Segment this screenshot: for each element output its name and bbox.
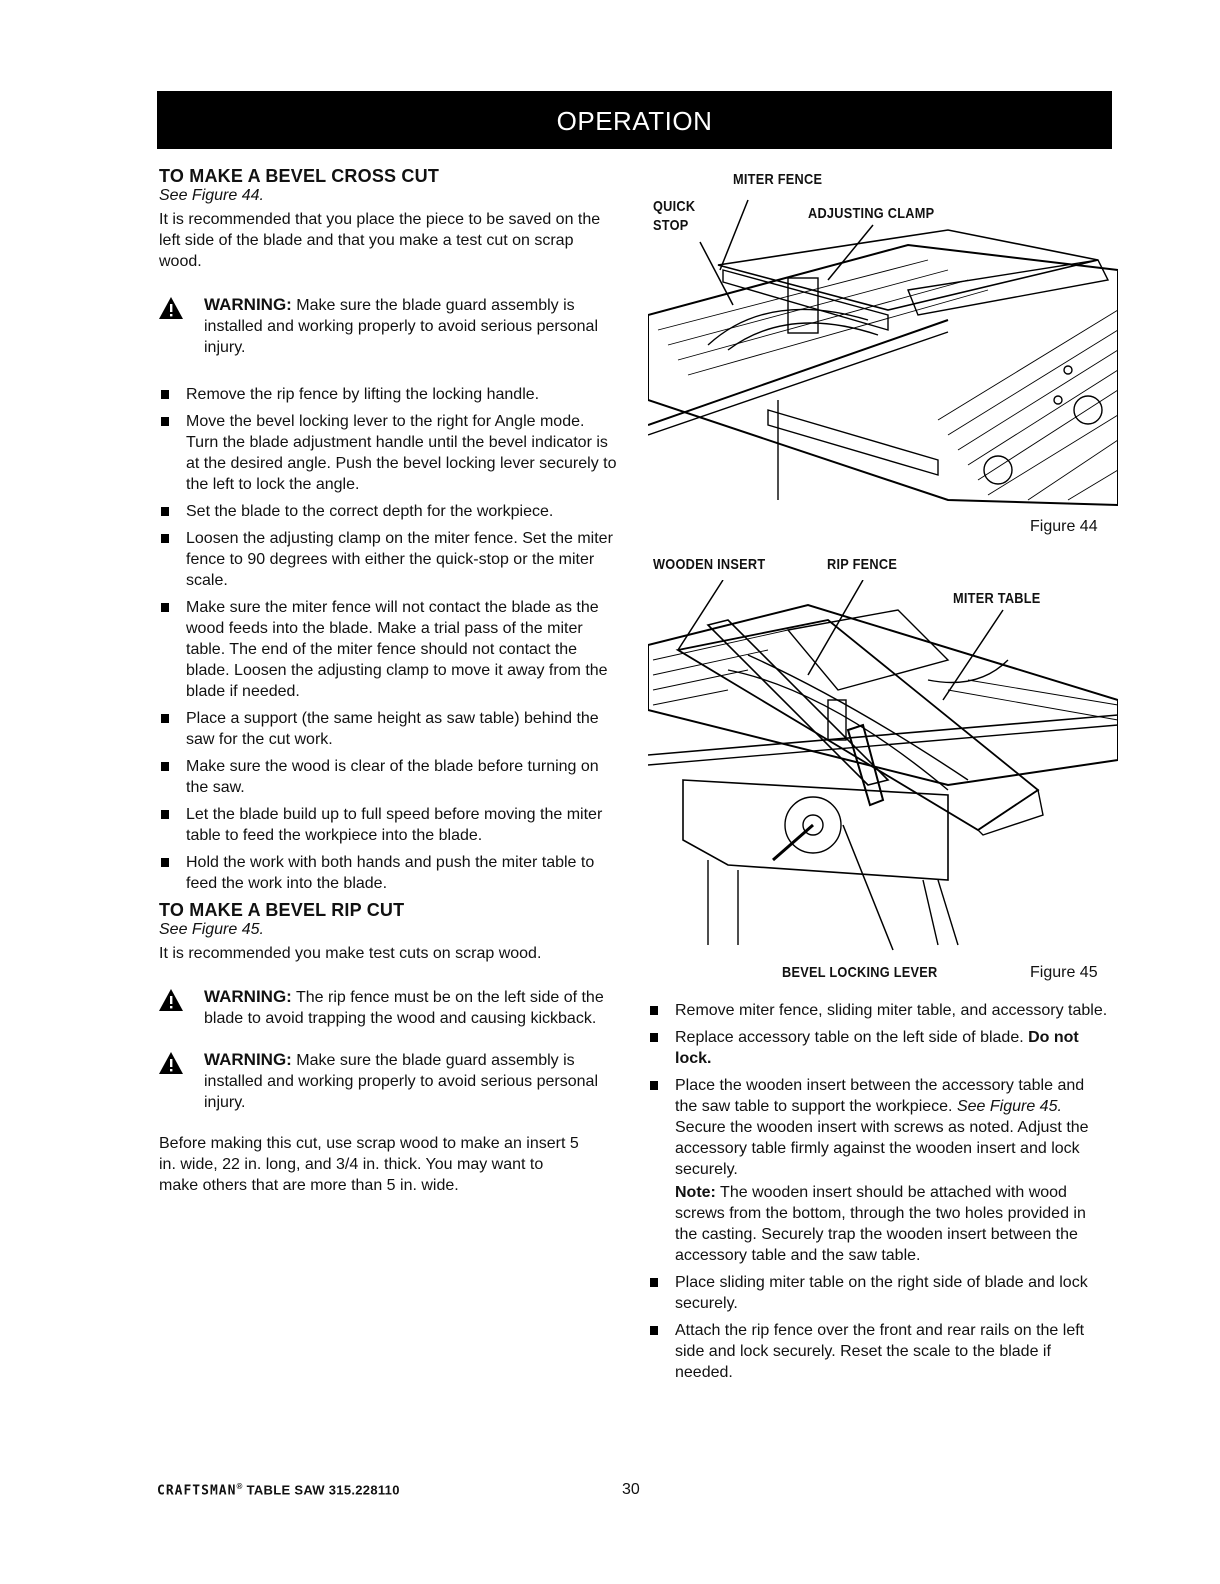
bullet-icon	[650, 1081, 658, 1090]
rip-cut-intro: It is recommended you make test cuts on scrap wood.	[159, 945, 542, 962]
label-miter-table: MITER TABLE	[953, 590, 1041, 607]
see-figure-45: See Figure 45.	[159, 921, 264, 938]
figure-44-illustration	[648, 170, 1118, 515]
bullet-icon	[161, 534, 169, 543]
warning-text: Make sure the blade guard assembly is installed and working properly to avoid serious personal injury.	[204, 1052, 598, 1111]
list-item: Replace accessory table on the left side of blade. Do not lock.	[648, 1027, 1110, 1069]
cross-cut-intro: It is recommended that you place the piece to be saved on the left side of the blade and that you make a test cut on scrap wood.	[159, 211, 601, 270]
section-banner: OPERATION	[157, 91, 1112, 149]
left-column	[159, 166, 624, 1196]
model-number: TABLE SAW 315.228110	[246, 1482, 400, 1498]
warning-triangle-icon	[158, 1051, 184, 1075]
label-rip-fence: RIP FENCE	[827, 556, 898, 573]
see-figure-45-inline: See Figure 45.	[956, 1098, 1062, 1115]
note-wooden-insert	[648, 1182, 1110, 1266]
figure-44-caption: Figure 44	[1030, 518, 1098, 535]
list-item: Make sure the miter fence will not contact the blade as the wood feeds into the blade. Make a trial pass of the miter table. The end of the miter fence should not contact the blade. Loosen the adjusting clamp to move it away from the blade if needed.	[159, 597, 619, 702]
bullet-icon	[161, 507, 169, 516]
list-item: Loosen the adjusting clamp on the miter fence. Set the miter fence to 90 degrees with either the quick-stop or the miter scale.	[159, 528, 619, 591]
label-stop: STOP	[653, 217, 689, 234]
list-item: Hold the work with both hands and push the miter table to feed the work into the blade.	[159, 852, 619, 894]
footer-model	[157, 1482, 400, 1498]
warning-text: The rip fence must be on the left side of the blade to avoid trapping the wood and causing kickback.	[204, 989, 604, 1027]
label-adjusting-clamp: ADJUSTING CLAMP	[808, 205, 935, 222]
rip-cut-steps	[648, 1000, 1110, 1180]
list-item: Place the wooden insert between the accessory table and the saw table to support the workpiece. See Figure 45. Secure the wooden insert with screws as noted. Adjust the accessory table firmly against the wooden insert and lock securely.	[648, 1075, 1110, 1180]
bullet-icon	[161, 417, 169, 426]
label-miter-fence: MITER FENCE	[733, 171, 823, 188]
list-item: Place a support (the same height as saw table) behind the saw for the cut work.	[159, 708, 619, 750]
note-text: The wooden insert should be attached with wood screws from the bottom, through the two holes provided in the casting. Securely trap the wooden insert between the accessory table and the saw table.	[675, 1184, 1086, 1264]
figure-45-caption: Figure 45	[1030, 964, 1098, 981]
see-figure-44: See Figure 44.	[159, 187, 264, 204]
warning-text: Make sure the blade guard assembly is installed and working properly to avoid serious personal injury.	[204, 297, 598, 356]
list-item: Remove the rip fence by lifting the locking handle.	[159, 384, 619, 405]
right-column	[648, 1000, 1110, 1389]
list-item: Remove miter fence, sliding miter table, and accessory table.	[648, 1000, 1110, 1021]
cross-cut-steps	[159, 384, 619, 894]
registered-mark: ®	[236, 1482, 243, 1491]
label-quick: QUICK	[653, 198, 696, 215]
craftsman-logo: CRAFTSMAN	[157, 1483, 237, 1499]
warning-label: WARNING:	[204, 295, 292, 314]
do-not-lock: Do not lock.	[675, 1029, 1079, 1067]
warning-rip-fence	[159, 986, 624, 1029]
list-item: Move the bevel locking lever to the right for Angle mode. Turn the blade adjustment handle until the bevel indicator is at the desired angle. Push the bevel locking lever securely to the left to lock the angle.	[159, 411, 619, 495]
rip-cut-steps-continued	[648, 1272, 1110, 1383]
bullet-icon	[650, 1006, 658, 1015]
warning-blade-guard-2	[159, 1049, 604, 1113]
warning-blade-guard-1	[159, 294, 624, 358]
bullet-icon	[650, 1278, 658, 1287]
bullet-icon	[161, 762, 169, 771]
list-item: Set the blade to the correct depth for the workpiece.	[159, 501, 619, 522]
bullet-icon	[161, 858, 169, 867]
list-item: Place sliding miter table on the right side of blade and lock securely.	[648, 1272, 1110, 1314]
warning-label: WARNING:	[204, 1050, 292, 1069]
list-item: Make sure the wood is clear of the blade before turning on the saw.	[159, 756, 619, 798]
bullet-icon	[161, 714, 169, 723]
warning-triangle-icon	[158, 296, 184, 320]
bullet-icon	[161, 390, 169, 399]
label-bevel-locking-lever: BEVEL LOCKING LEVER	[782, 964, 938, 981]
bevel-cross-cut-heading: TO MAKE A BEVEL CROSS CUT	[159, 166, 440, 186]
bullet-icon	[161, 603, 169, 612]
label-wooden-insert: WOODEN INSERT	[653, 556, 766, 573]
bevel-rip-cut-heading: TO MAKE A BEVEL RIP CUT	[159, 900, 405, 920]
note-label: Note:	[675, 1184, 716, 1201]
bullet-icon	[650, 1326, 658, 1335]
page-number: 30	[622, 1481, 640, 1498]
figure-45-illustration	[648, 580, 1118, 955]
list-item: Let the blade build up to full speed before moving the miter table to feed the workpiece into the blade.	[159, 804, 619, 846]
bullet-icon	[161, 810, 169, 819]
warning-label: WARNING:	[204, 987, 292, 1006]
list-item: Attach the rip fence over the front and rear rails on the left side and lock securely. Reset the scale to the blade if needed.	[648, 1320, 1110, 1383]
insert-instructions: Before making this cut, use scrap wood to make an insert 5 in. wide, 22 in. long, and 3/4 in. thick. You may want to make others that are more than 5 in. wide.	[159, 1135, 579, 1194]
bullet-icon	[650, 1033, 658, 1042]
warning-triangle-icon	[158, 988, 184, 1012]
